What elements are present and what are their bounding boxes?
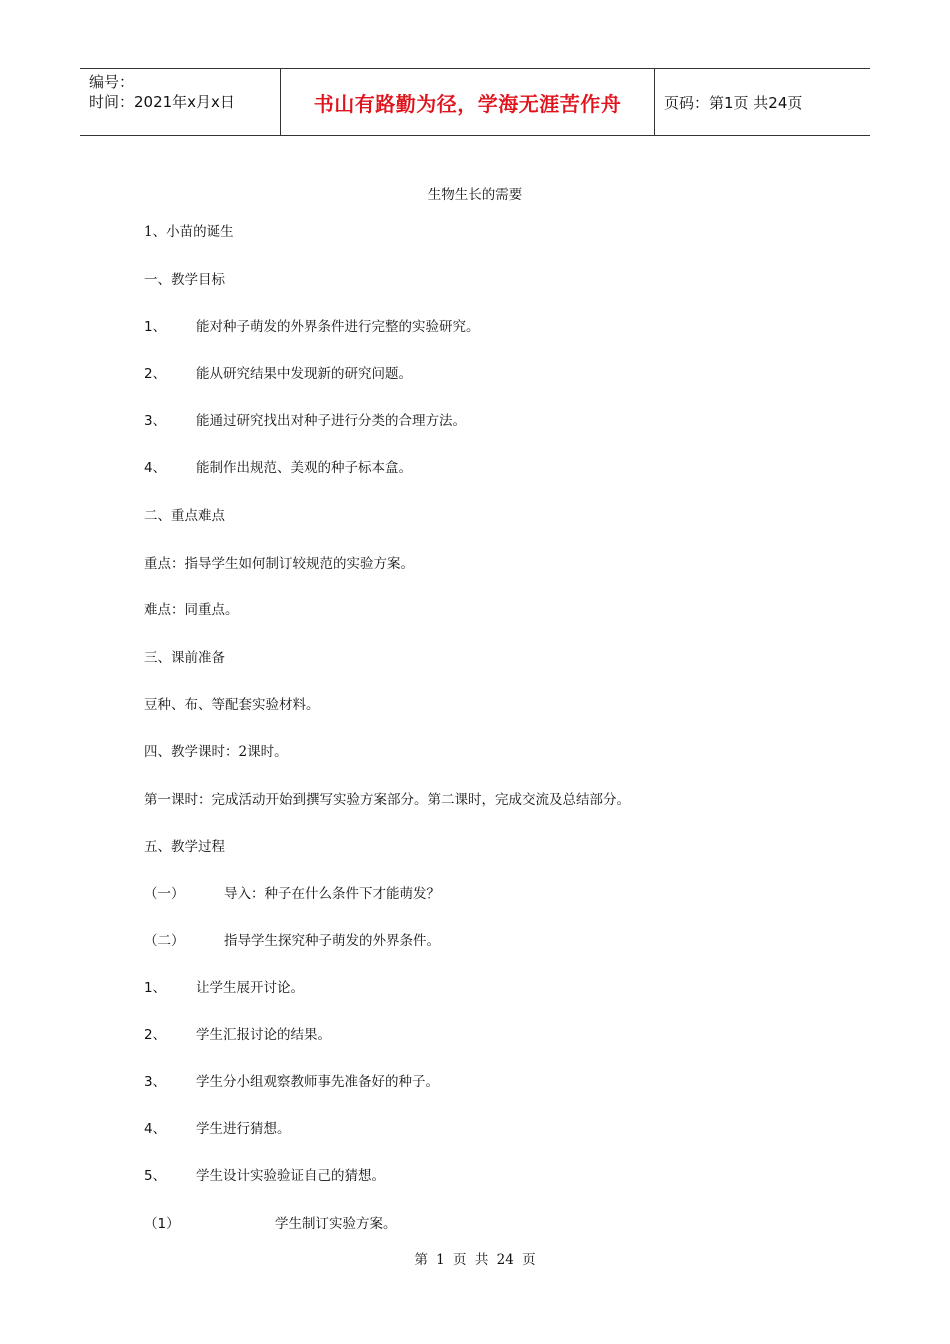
body-line: （一） 导入：种子在什么条件下才能萌发？: [144, 886, 440, 902]
body-line: 4、 学生进行猜想。: [144, 1121, 291, 1137]
body-line: 三、课前准备: [144, 650, 225, 666]
body-line: 4、 能制作出规范、美观的种子标本盒。: [144, 460, 412, 476]
page-footer: 第 1 页 共 24 页: [414, 1252, 536, 1268]
body-line: 五、教学过程: [144, 839, 225, 855]
page-info: 页码：第1页 共24页: [664, 93, 803, 112]
body-line: （1） 学生制订实验方案。: [144, 1216, 397, 1232]
number-label: 编号：: [89, 73, 135, 91]
body-line: 1、 能对种子萌发的外界条件进行完整的实验研究。: [144, 319, 480, 335]
header-table: [80, 68, 870, 136]
body-line: 2、 学生汇报讨论的结果。: [144, 1027, 331, 1043]
body-line: 3、 能通过研究找出对种子进行分类的合理方法。: [144, 413, 466, 429]
body-line: 1、 让学生展开讨论。: [144, 980, 304, 996]
document-title: 生物生长的需要: [427, 187, 523, 203]
header-page-cell: [655, 69, 870, 135]
motto-text: 书山有路勤为径，学海无涯苦作舟: [313, 91, 622, 116]
body-line: 难点：同重点。: [144, 602, 239, 618]
header-motto-cell: [281, 69, 655, 135]
body-line: 四、教学课时：2课时。: [144, 744, 288, 760]
body-line: （二） 指导学生探究种子萌发的外界条件。: [144, 933, 440, 949]
time-label: 时间：2021年x月x日: [89, 93, 235, 111]
body-line: 3、 学生分小组观察教师事先准备好的种子。: [144, 1074, 439, 1090]
body-line: 第一课时：完成活动开始到撰写实验方案部分。第二课时，完成交流及总结部分。: [144, 792, 630, 808]
body-line: 二、重点难点: [144, 508, 225, 524]
body-line: 一、教学目标: [144, 272, 225, 288]
body-line: 重点：指导学生如何制订较规范的实验方案。: [144, 556, 414, 572]
body-line: 1、小苗的诞生: [144, 224, 234, 240]
body-line: 2、 能从研究结果中发现新的研究问题。: [144, 366, 412, 382]
header-meta-cell: [80, 69, 281, 135]
body-line: 豆种、布、等配套实验材料。: [144, 697, 320, 713]
body-line: 5、 学生设计实验验证自己的猜想。: [144, 1168, 385, 1184]
